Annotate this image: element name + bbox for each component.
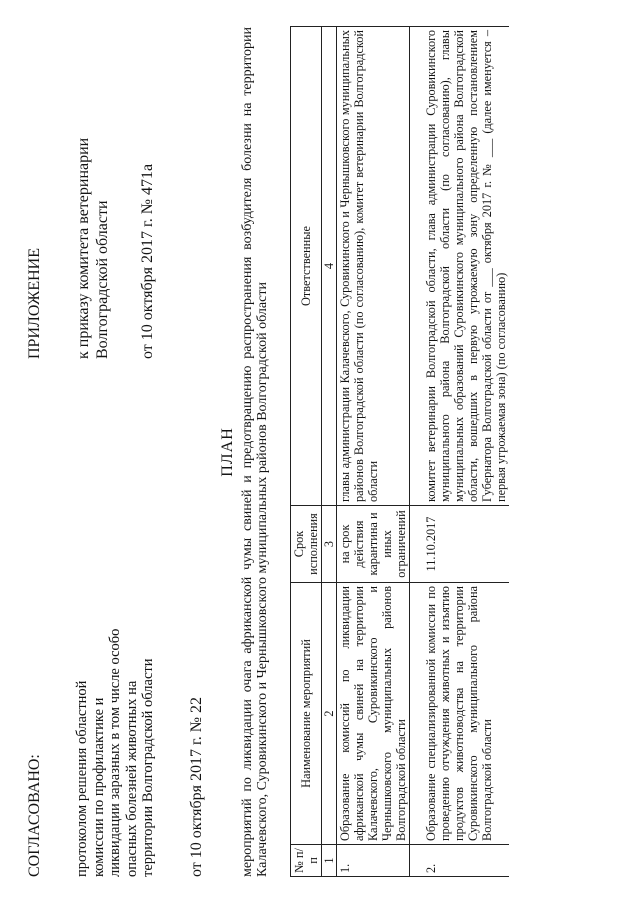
row-responsible: комитет ветеринарии Волгоградской области, глава администрации Суровикинского муниципального района Волгоградской области (по согласованию), главы муниципальных образований Суровикинского муниципального района Волгоградской области, вошедших в первую угрожаемую зону определенную постановлением Губернатора Волгоградской области от ___ октября 2017 г. № ___ (далее именуется – первая угрожаемая зона) (по согласованию) [410, 27, 510, 506]
header-responsible: Ответственные [291, 27, 322, 506]
appendix-title: ПРИЛОЖЕНИЕ [26, 247, 43, 359]
table-row [410, 27, 510, 877]
row-term: на срок действия карантина и иных ограничений [337, 506, 410, 583]
agreed-text: протоколом решения областной комиссии по профилактике и ликвидации заразных в том числе особо опасных болезней животных на территории Волгоградской области [74, 628, 156, 877]
table-row [337, 27, 410, 877]
row-name: Образование комиссий по ликвидации африканской чумы свиней на территории Калачевского, Суровикинского и Чернышковского муниципальных районов Волгоградской области [337, 583, 410, 845]
column-number: 4 [322, 27, 337, 506]
column-number: 1 [322, 845, 337, 877]
document-page [15, 17, 625, 887]
header-name: Наименование мероприятий [291, 583, 322, 845]
plan-subtitle: мероприятий по ликвидации очага африканской чумы свиней и предотвращению распространения возбудителя болезни на территории Калачевского, Суровикинского и Чернышковского муниципальных районов Волгоградской области [240, 27, 270, 877]
plan-title: ПЛАН [219, 427, 236, 477]
row-number: 2. [410, 845, 510, 877]
appendix-date: от 10 октября 2017 г. № 471а [139, 163, 156, 359]
header-term: Срок исполнения [291, 506, 322, 583]
column-number: 3 [322, 506, 337, 583]
row-number: 1. [337, 845, 410, 877]
table-header-row [291, 27, 322, 877]
appendix-text: к приказу комитета ветеринарии Волгоградской области [75, 137, 111, 359]
header-num: № п/п [291, 845, 322, 877]
plan-table [290, 26, 509, 877]
agreed-date: от 10 октября 2017 г. № 22 [187, 696, 205, 877]
agreed-block [25, 627, 206, 877]
agreed-title: СОГЛАСОВАНО: [26, 754, 43, 877]
column-number: 2 [322, 583, 337, 845]
appendix-block [25, 59, 157, 359]
row-term: 11.10.2017 [410, 506, 510, 583]
row-name: Образование специализированной комиссии по проведению отчуждения животных и изъятию продуктов животноводства на территории Суровикинского муниципального района Волгоградской области [410, 583, 510, 845]
row-responsible: главы администрации Калачевского, Суровикинского и Чернышковского муниципальных районов Волгоградской области (по согласованию), комитет ветеринарии Волгоградской области [337, 27, 410, 506]
column-number-row [322, 27, 337, 877]
